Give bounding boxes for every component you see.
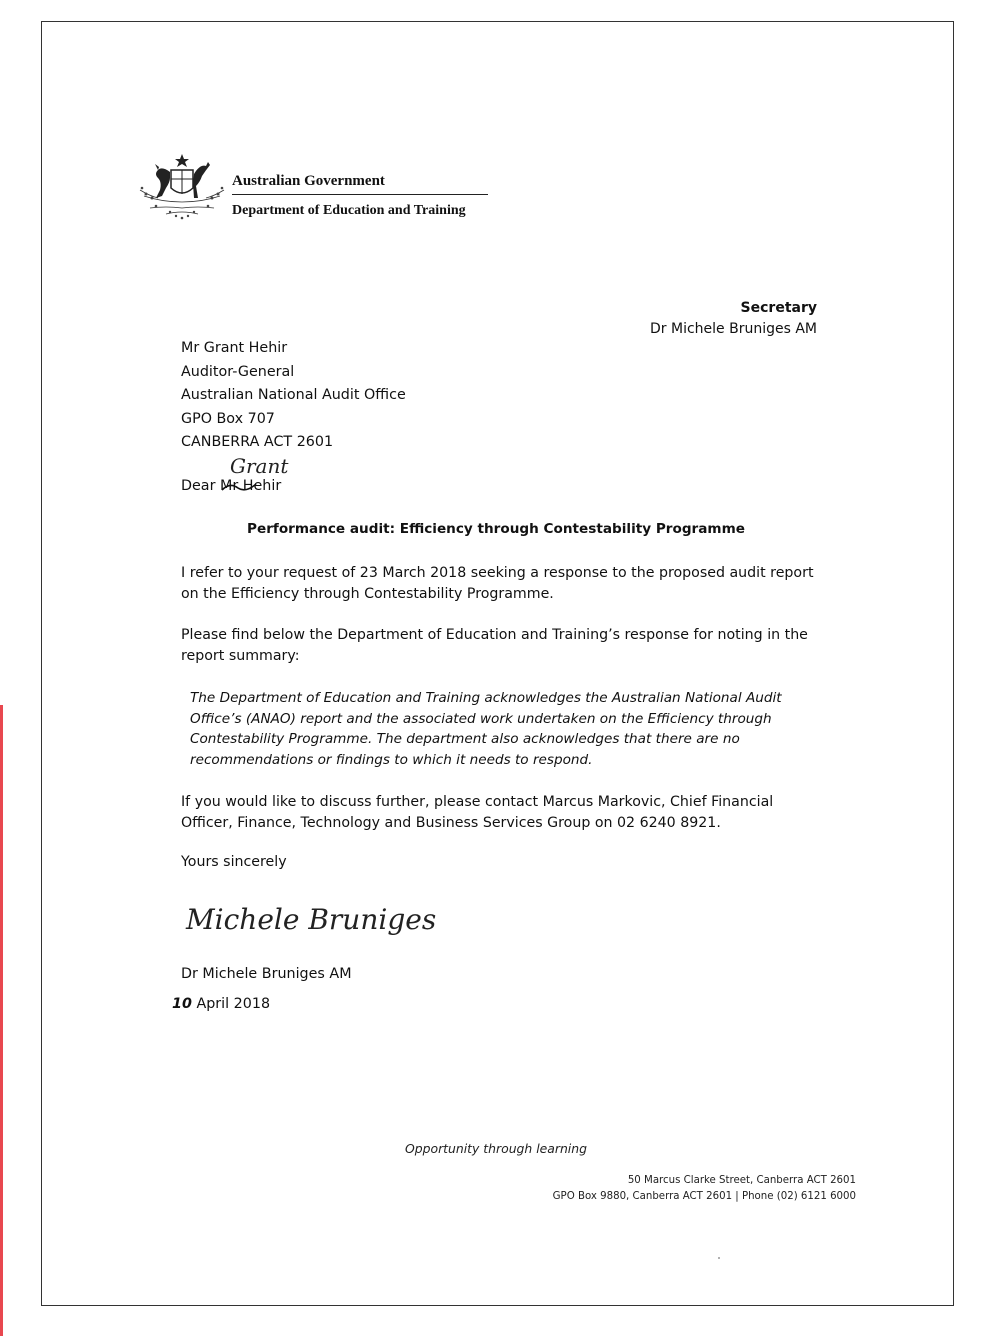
subject-heading: Performance audit: Efficiency through Contestability Programme [247, 521, 745, 537]
sender-block [650, 298, 817, 340]
letterhead [232, 171, 488, 220]
sender-role: Secretary [740, 300, 817, 316]
body-paragraph-1: I refer to your request of 23 March 2018 seeking a response to the proposed audit report on the Efficiency through Contestability Programme. [181, 565, 814, 602]
body-paragraph-3: If you would like to discuss further, please contact Marcus Markovic, Chief Financial Officer, Finance, Technology and Business Services Group on 02 6240 8921. [181, 794, 774, 831]
signature: Michele Bruniges [186, 903, 437, 936]
address-line: Auditor-General [181, 363, 295, 380]
left-edge-red-line [0, 705, 3, 1336]
letter-date [172, 996, 270, 1012]
sender-name: Dr Michele Bruniges AM [650, 321, 817, 337]
government-name: Australian Government [232, 173, 385, 189]
date-day: 10 [172, 996, 192, 1012]
address-line: Australian National Audit Office [181, 387, 406, 404]
salutation-dear: Dear [181, 478, 216, 494]
address-line: Mr Grant Hehir [181, 340, 288, 356]
recipient-address [181, 337, 406, 455]
scan-speck [718, 1257, 720, 1259]
footer-address-line-2: GPO Box 9880, Canberra ACT 2601 | Phone (02) 6121 6000 [552, 1191, 856, 1202]
footer-address-line-1: 50 Marcus Clarke Street, Canberra ACT 2601 [627, 1175, 856, 1186]
handwritten-name: Grant [230, 454, 289, 478]
footer-address [553, 1173, 856, 1205]
address-line: CANBERRA ACT 2601 [181, 434, 334, 451]
footer-tagline: Opportunity through learning [405, 1141, 587, 1156]
signatory-name: Dr Michele Bruniges AM [181, 966, 352, 982]
coat-of-arms-icon [136, 152, 228, 222]
response-quote: The Department of Education and Training acknowledges the Australian National Audit Office’s (ANAO) report and the associated work undertaken on the Efficiency through Contestability Programme. The department also acknowledges that there are no recommendations or findings to which it needs to respond. [190, 690, 782, 768]
date-rest: April 2018 [196, 996, 271, 1012]
struck-name [220, 478, 286, 496]
strikethrough-scribble [220, 478, 260, 496]
salutation [181, 478, 286, 496]
department-name: Department of Education and Training [232, 203, 466, 218]
struck-name-text: Mr Hehir [220, 478, 282, 494]
address-line: GPO Box 707 [181, 410, 275, 427]
letterhead-rule [232, 194, 488, 195]
body-paragraph-2: Please find below the Department of Education and Training’s response for noting in the report summary: [181, 627, 808, 664]
closing: Yours sincerely [181, 854, 287, 870]
